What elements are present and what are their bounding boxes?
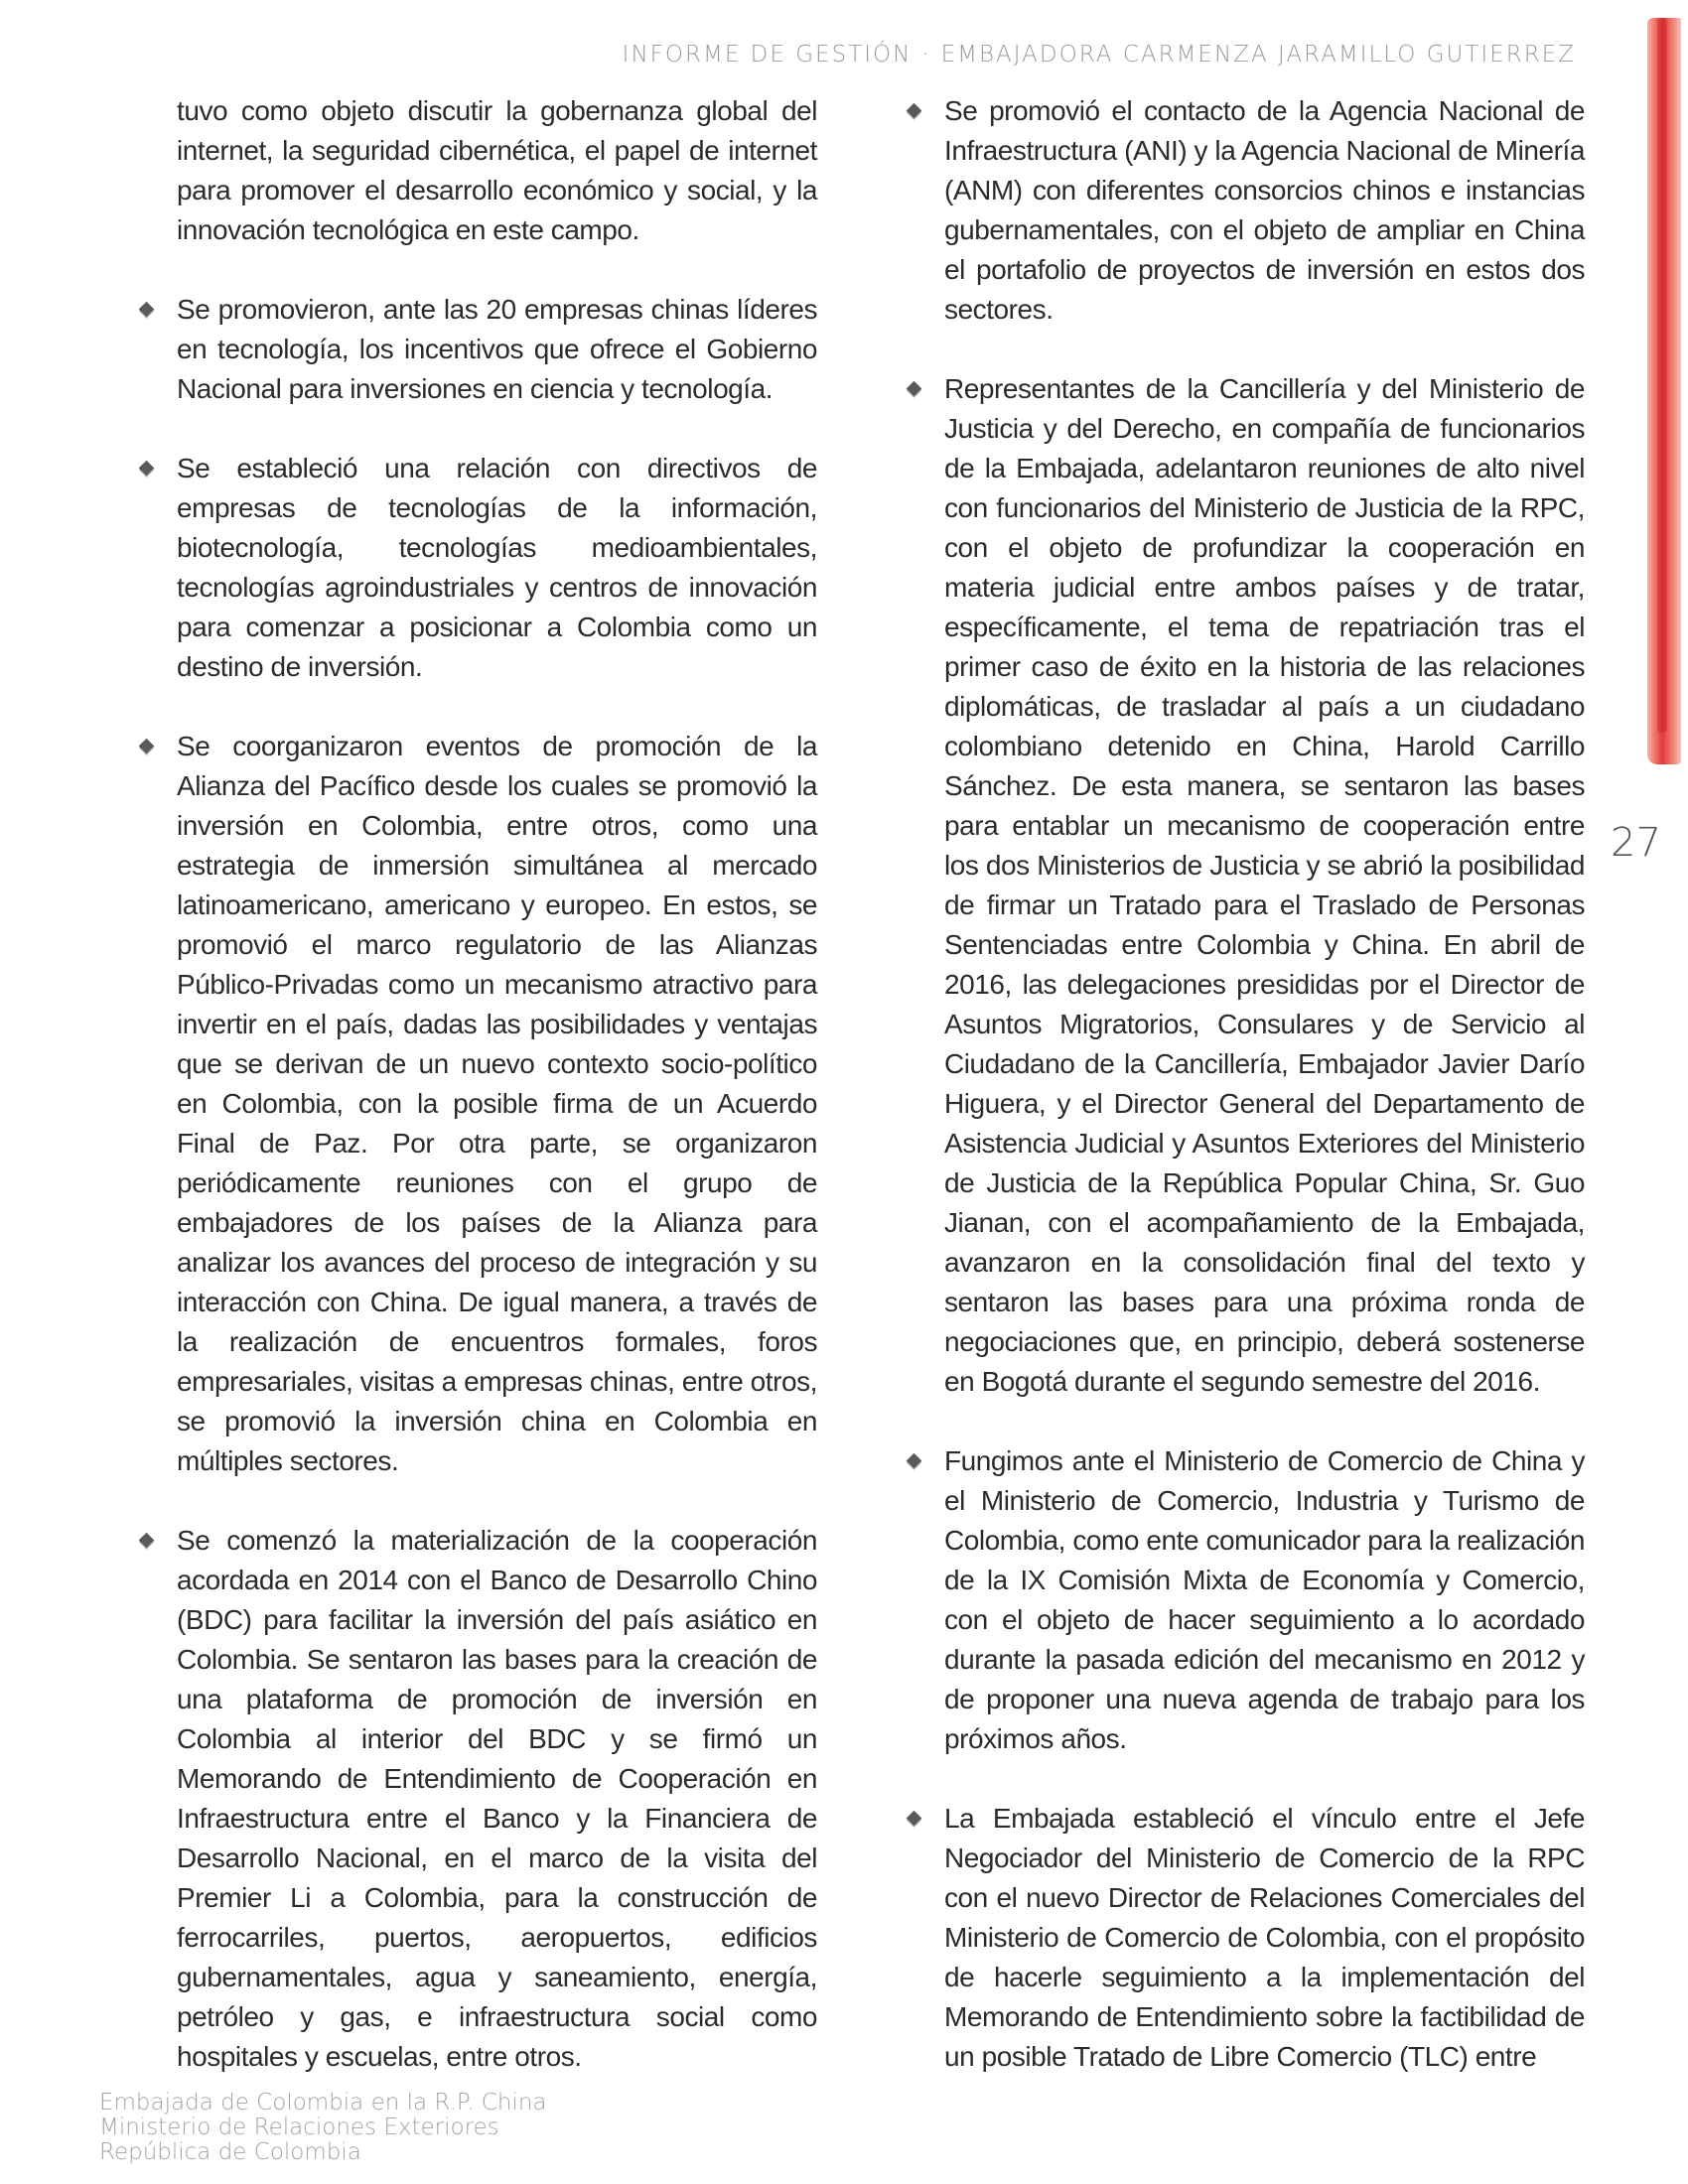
bullet-item-bdc-cooperation: Se comenzó la materialización de la cooperación acordada en 2014 con el Banco de Desarrollo Chino (BDC) para facilitar la inversión del país asiático en Colombia. Se sentaron las bases para la creación de una plataforma de promoción de inversión en Colombia al interior del BDC y se firmó un Memorando de Entendimiento de Cooperación en Infraestructura entre el Banco y la Financiera de Desarrollo Nacional, en el marco de la visita del Premier Li a Colombia, para la construcción de ferrocarriles, puertos, aeropuertos, edificios gubernamentales, agua y saneamiento, energía, petróleo y gas, e infraestructura social como hospitales y escuelas, entre otros. <box>177 1521 817 2077</box>
bullet-item-ani-anm: Se promovió el contacto de la Agencia Nacional de Infraestructura (ANI) y la Agencia Nacional de Minería (ANM) con diferentes consorcios chinos e instancias gubernamentales, con el objeto de ampliar en China el portafolio de proyectos de inversión en estos dos sectores. <box>944 91 1585 330</box>
bullet-item-mixed-commission: Fungimos ante el Ministerio de Comercio de China y el Ministerio de Comercio, Industria y Turismo de Colombia, como ente comunicador para la realización de la IX Comisión Mixta de Economía y Comercio, con el objeto de hacer seguimiento a lo acordado durante la pasada edición del mecanismo en 2012 y de proponer una nueva agenda de trabajo para los próximos años. <box>944 1441 1585 1759</box>
header-separator: · <box>921 42 931 68</box>
left-column <box>177 91 817 2116</box>
footer-embassy: Embajada de Colombia en la R.P. China <box>99 2090 547 2116</box>
header-report-title: INFORME DE GESTIÓN <box>622 42 913 68</box>
decorative-red-brush-bar <box>1647 18 1681 764</box>
bullet-item-tech-incentives: Se promovieron, ante las 20 empresas chinas líderes en tecnología, los incentivos que ofrece el Gobierno Nacional para inversiones en ciencia y tecnología. <box>177 290 817 409</box>
bullet-item-pacific-alliance: Se coorganizaron eventos de promoción de la Alianza del Pacífico desde los cuales se promovió la inversión en Colombia, entre otros, como una estrategia de inmersión simultánea al mercado latinoamericano, americano y europeo. En estos, se promovió el marco regulatorio de las Alianzas Público-Privadas como un mecanismo atractivo para invertir en el país, dadas las posibilidades y ventajas que se derivan de un nuevo contexto socio-político en Colombia, con la posible firma de un Acuerdo Final de Paz. Por otra parte, se organizaron periódicamente reuniones con el grupo de embajadores de los países de la Alianza para analizar los avances del proceso de integración y su interacción con China. De igual manera, a través de la realización de encuentros formales, foros empresariales, visitas a empresas chinas, entre otros, se promovió la inversión china en Colombia en múltiples sectores. <box>177 727 817 1481</box>
bullet-item-tlc-negotiator: La Embajada estableció el vínculo entre el Jefe Negociador del Ministerio de Comercio de la RPC con el nuevo Director de Relaciones Comerciales del Ministerio de Comercio de Colombia, con el propósito de hacerle seguimiento a la implementación del Memorando de Entendimiento sobre la factibilidad de un posible Tratado de Libre Comercio (TLC) entre <box>944 1799 1585 2077</box>
bullet-item-justice-cooperation: Representantes de la Cancillería y del Ministerio de Justicia y del Derecho, en compañía de funcionarios de la Embajada, adelantaron reuniones de alto nivel con funcionarios del Ministerio de Justicia de la RPC, con el objeto de profundizar la cooperación en materia judicial entre ambos países y de tratar, específicamente, el tema de repatriación tras el primer caso de éxito en la historia de las relaciones diplomáticas, de trasladar al país a un ciudadano colombiano detenido en China, Harold Carrillo Sánchez. De esta manera, se sentaron las bases para entablar un mecanismo de cooperación entre los dos Ministerios de Justicia y se abrió la posibilidad de firmar un Tratado para el Traslado de Personas Sentenciadas entre Colombia y China. En abril de 2016, las delegaciones presididas por el Director de Asuntos Migratorios, Consulares y de Servicio al Ciudadano de la Cancillería, Embajador Javier Darío Higuera, y el Director General del Departamento de Asistencia Judicial y Asuntos Exteriores del Ministerio de Justicia de la República Popular China, Sr. Guo Jianan, con el acompañamiento de la Embajada, avanzaron en la consolidación final del texto y sentaron las bases para una próxima ronda de negociaciones que, en principio, deberá sostenerse en Bogotá durante el segundo semestre del 2016. <box>944 369 1585 1402</box>
footer-ministry: Ministerio de Relaciones Exteriores <box>99 2115 499 2140</box>
page-number: 27 <box>1611 820 1661 866</box>
header-ambassador-name: EMBAJADORA CARMENZA JARAMILLO GUTIERREZ <box>940 42 1576 68</box>
right-column <box>944 91 1585 2116</box>
running-header <box>623 42 1576 68</box>
footer-institution <box>99 2091 547 2165</box>
bullet-item-tech-executives: Se estableció una relación con directivos de empresas de tecnologías de la información, biotecnología, tecnologías medioambientales, tecnologías agroindustriales y centros de innovación para comenzar a posicionar a Colombia como un destino de inversión. <box>177 449 817 687</box>
footer-country: República de Colombia <box>99 2139 361 2165</box>
paragraph-continuation: tuvo como objeto discutir la gobernanza global del internet, la seguridad cibernética, el papel de internet para promover el desarrollo económico y social, y la innovación tecnológica en este campo. <box>177 95 817 245</box>
